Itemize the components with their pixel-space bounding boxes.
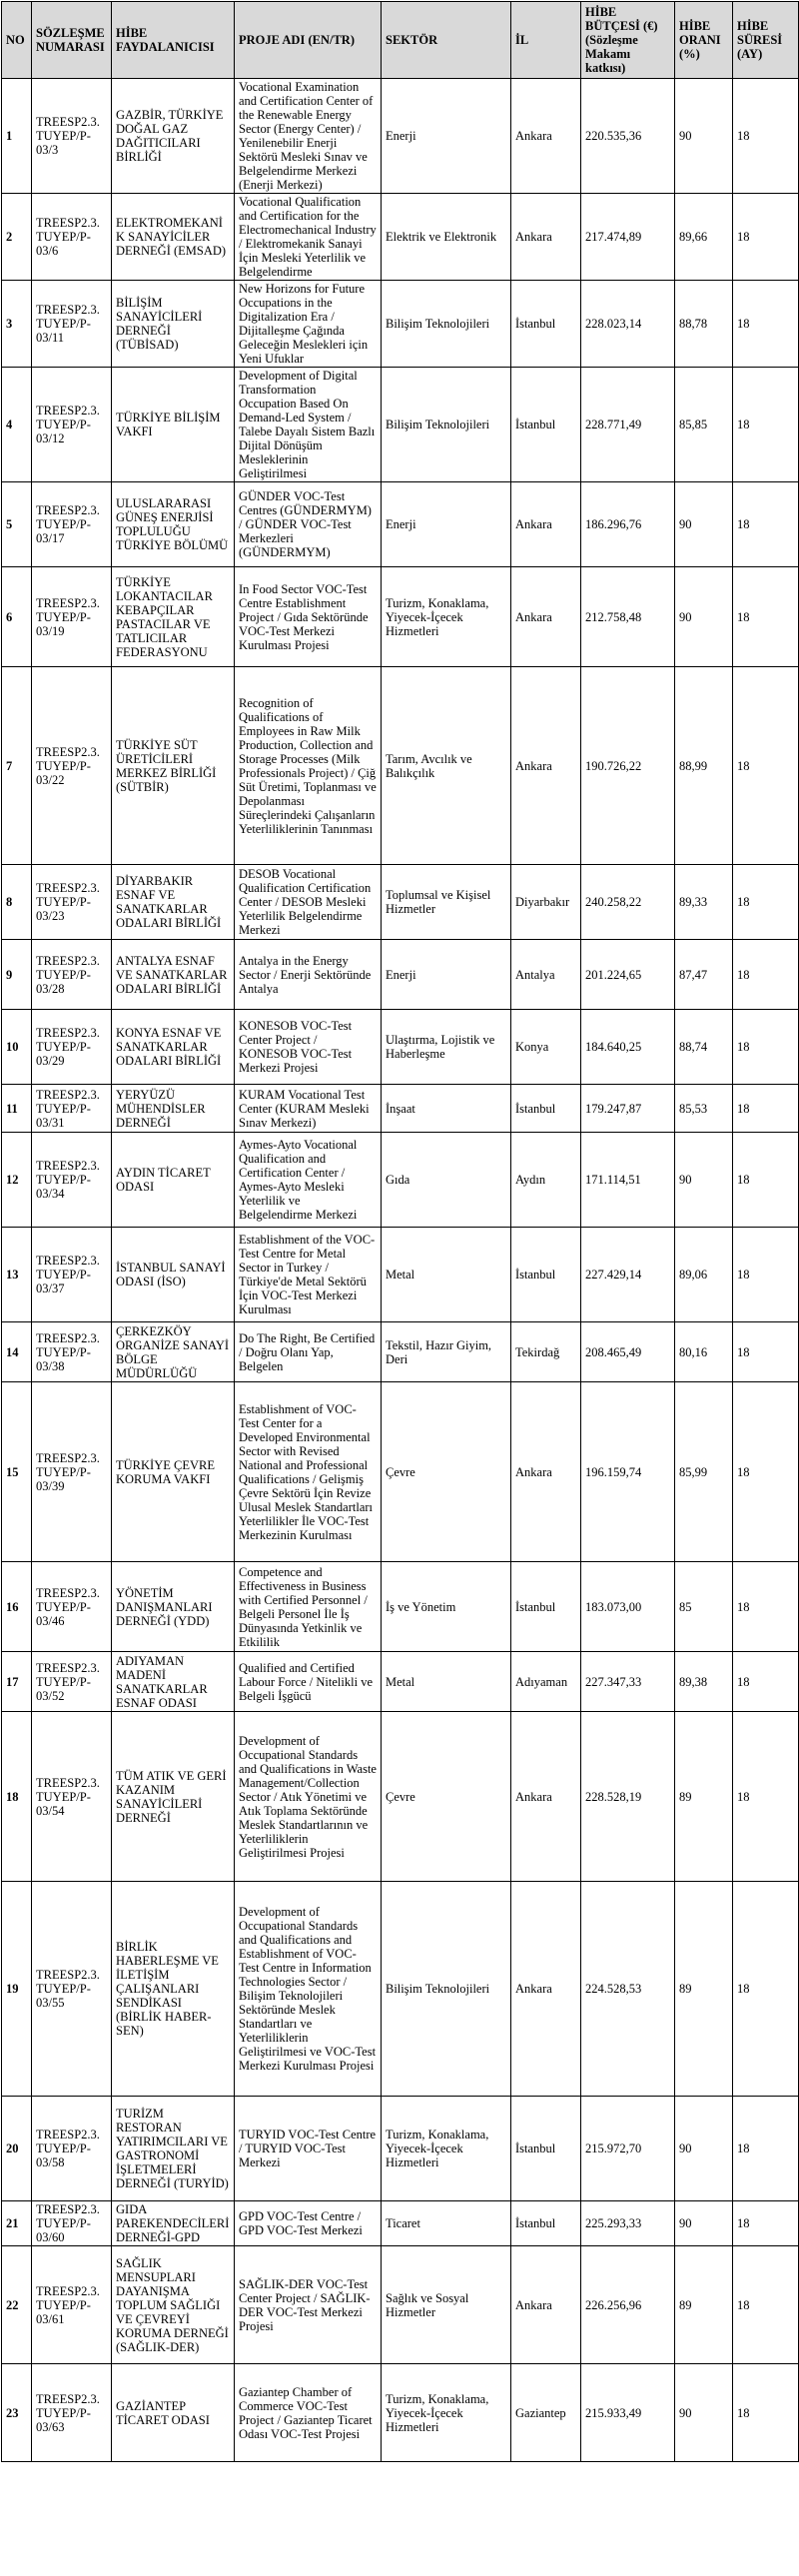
cell-grant-rate: 90 bbox=[675, 2097, 733, 2201]
cell-grant-duration: 18 bbox=[733, 281, 799, 368]
cell-grant-rate: 90 bbox=[675, 567, 733, 667]
cell-city: Ankara bbox=[511, 567, 581, 667]
cell-grant-rate: 89 bbox=[675, 1712, 733, 1882]
cell-sector: İnşaat bbox=[382, 1085, 511, 1133]
cell-city: Ankara bbox=[511, 482, 581, 567]
table-row bbox=[2, 2097, 799, 2201]
cell-beneficiary: TÜRKİYE SÜT ÜRETİCİLERİ MERKEZ BİRLİĞİ (SÜTBİR) bbox=[112, 667, 235, 865]
cell-no: 4 bbox=[2, 368, 32, 482]
table-row bbox=[2, 1322, 799, 1382]
cell-grant-budget: 184.640,25 bbox=[581, 1010, 675, 1085]
cell-grant-budget: 228.023,14 bbox=[581, 281, 675, 368]
cell-sector: Bilişim Teknolojileri bbox=[382, 1882, 511, 2097]
cell-grant-budget: 186.296,76 bbox=[581, 482, 675, 567]
cell-city: Ankara bbox=[511, 194, 581, 281]
cell-city: Ankara bbox=[511, 79, 581, 194]
cell-contract-number: TREESP2.3. TUYEP/P-03/61 bbox=[32, 2246, 112, 2364]
cell-project-name: Aymes-Ayto Vocational Qualification and Certification Center / Aymes-Ayto Mesleki Yeterlilik ve Belgelendirme Merkezi bbox=[235, 1133, 382, 1228]
cell-beneficiary: YÖNETİM DANIŞMANLARI DERNEĞİ (YDD) bbox=[112, 1562, 235, 1652]
cell-city: Ankara bbox=[511, 1882, 581, 2097]
cell-grant-budget: 217.474,89 bbox=[581, 194, 675, 281]
cell-beneficiary: TURİZM RESTORAN YATIRIMCILARI VE GASTRONOMİ İŞLETMELERİ DERNEĞİ (TURYİD) bbox=[112, 2097, 235, 2201]
cell-grant-budget: 215.933,49 bbox=[581, 2364, 675, 2462]
cell-no: 17 bbox=[2, 1652, 32, 1712]
cell-beneficiary: GIDA PAREKENDECİLERİ DERNEĞİ-GPD bbox=[112, 2201, 235, 2246]
table-row bbox=[2, 79, 799, 194]
cell-grant-rate: 89,06 bbox=[675, 1228, 733, 1322]
cell-no: 15 bbox=[2, 1382, 32, 1562]
cell-project-name: New Horizons for Future Occupations in the Digitalization Era / Dijitalleşme Çağında Geleceğin Meslekleri için Yeni Ufuklar bbox=[235, 281, 382, 368]
cell-contract-number: TREESP2.3. TUYEP/P-03/60 bbox=[32, 2201, 112, 2246]
cell-no: 14 bbox=[2, 1322, 32, 1382]
cell-sector: Metal bbox=[382, 1228, 511, 1322]
cell-grant-duration: 18 bbox=[733, 1322, 799, 1382]
cell-grant-budget: 190.726,22 bbox=[581, 667, 675, 865]
cell-grant-duration: 18 bbox=[733, 567, 799, 667]
cell-sector: Çevre bbox=[382, 1382, 511, 1562]
cell-project-name: DESOB Vocational Qualification Certification Center / DESOB Mesleki Yeterlilik Belgelendirme Merkezi bbox=[235, 865, 382, 940]
cell-grant-duration: 18 bbox=[733, 368, 799, 482]
cell-city: Ankara bbox=[511, 667, 581, 865]
cell-city: İstanbul bbox=[511, 2097, 581, 2201]
cell-sector: Turizm, Konaklama, Yiyecek-İçecek Hizmetleri bbox=[382, 2097, 511, 2201]
cell-contract-number: TREESP2.3. TUYEP/P-03/19 bbox=[32, 567, 112, 667]
table-row bbox=[2, 2201, 799, 2246]
cell-grant-rate: 89,33 bbox=[675, 865, 733, 940]
cell-grant-rate: 85,53 bbox=[675, 1085, 733, 1133]
cell-city: Ankara bbox=[511, 1382, 581, 1562]
cell-grant-rate: 90 bbox=[675, 482, 733, 567]
cell-sector: Ulaştırma, Lojistik ve Haberleşme bbox=[382, 1010, 511, 1085]
cell-project-name: GÜNDER VOC-Test Centres (GÜNDERMYM) / GÜNDER VOC-Test Merkezleri (GÜNDERMYM) bbox=[235, 482, 382, 567]
cell-project-name: Establishment of VOC-Test Center for a Developed Environmental Sector with Revised National and Professional Qualifications / Gelişmiş Çevre Sektörü İçin Revize Ulusal Meslek Standartları Yeterlilikler İle VOC-Test Merkezinin Kurulması bbox=[235, 1382, 382, 1562]
cell-no: 7 bbox=[2, 667, 32, 865]
cell-grant-rate: 90 bbox=[675, 1133, 733, 1228]
cell-grant-rate: 85,85 bbox=[675, 368, 733, 482]
cell-grant-budget: 215.972,70 bbox=[581, 2097, 675, 2201]
cell-grant-rate: 89 bbox=[675, 2246, 733, 2364]
header-no: NO bbox=[2, 2, 32, 79]
cell-grant-budget: 196.159,74 bbox=[581, 1382, 675, 1562]
cell-grant-duration: 18 bbox=[733, 1133, 799, 1228]
cell-grant-duration: 18 bbox=[733, 865, 799, 940]
cell-sector: Turizm, Konaklama, Yiyecek-İçecek Hizmetleri bbox=[382, 2364, 511, 2462]
cell-grant-rate: 88,74 bbox=[675, 1010, 733, 1085]
cell-beneficiary: BİLİŞİM SANAYİCİLERİ DERNEĞİ (TÜBİSAD) bbox=[112, 281, 235, 368]
cell-no: 6 bbox=[2, 567, 32, 667]
cell-grant-duration: 18 bbox=[733, 940, 799, 1010]
table-row bbox=[2, 567, 799, 667]
cell-grant-budget: 179.247,87 bbox=[581, 1085, 675, 1133]
cell-contract-number: TREESP2.3. TUYEP/P-03/6 bbox=[32, 194, 112, 281]
cell-no: 9 bbox=[2, 940, 32, 1010]
cell-city: Adıyaman bbox=[511, 1652, 581, 1712]
table-row bbox=[2, 368, 799, 482]
cell-beneficiary: TÜRKİYE BİLİŞİM VAKFI bbox=[112, 368, 235, 482]
header-grant-duration: HİBE SÜRESİ (AY) bbox=[733, 2, 799, 79]
cell-grant-duration: 18 bbox=[733, 79, 799, 194]
cell-project-name: TURYID VOC-Test Centre / TURYID VOC-Test Merkezi bbox=[235, 2097, 382, 2201]
cell-contract-number: TREESP2.3. TUYEP/P-03/38 bbox=[32, 1322, 112, 1382]
cell-beneficiary: TÜM ATIK VE GERİ KAZANIM SANAYİCİLERİ DERNEĞİ bbox=[112, 1712, 235, 1882]
cell-grant-rate: 85,99 bbox=[675, 1382, 733, 1562]
cell-contract-number: TREESP2.3. TUYEP/P-03/3 bbox=[32, 79, 112, 194]
cell-no: 1 bbox=[2, 79, 32, 194]
header-beneficiary: HİBE FAYDALANICISI bbox=[112, 2, 235, 79]
table-row bbox=[2, 1010, 799, 1085]
cell-contract-number: TREESP2.3. TUYEP/P-03/52 bbox=[32, 1652, 112, 1712]
cell-sector: Tekstil, Hazır Giyim, Deri bbox=[382, 1322, 511, 1382]
cell-sector: Enerji bbox=[382, 482, 511, 567]
grant-table bbox=[1, 1, 799, 2462]
cell-project-name: Competence and Effectiveness in Business with Certified Personnel / Belgeli Personel İle İş Dünyasında Yetkinlik ve Etkililik bbox=[235, 1562, 382, 1652]
cell-sector: Elektrik ve Elektronik bbox=[382, 194, 511, 281]
cell-contract-number: TREESP2.3. TUYEP/P-03/39 bbox=[32, 1382, 112, 1562]
cell-grant-budget: 226.256,96 bbox=[581, 2246, 675, 2364]
cell-contract-number: TREESP2.3. TUYEP/P-03/55 bbox=[32, 1882, 112, 2097]
header-sector: SEKTÖR bbox=[382, 2, 511, 79]
cell-grant-duration: 18 bbox=[733, 667, 799, 865]
cell-project-name: GPD VOC-Test Centre / GPD VOC-Test Merkezi bbox=[235, 2201, 382, 2246]
cell-grant-rate: 89,38 bbox=[675, 1652, 733, 1712]
cell-sector: Enerji bbox=[382, 79, 511, 194]
cell-no: 5 bbox=[2, 482, 32, 567]
cell-grant-rate: 80,16 bbox=[675, 1322, 733, 1382]
cell-city: Tekirdağ bbox=[511, 1322, 581, 1382]
header-project-name: PROJE ADI (EN/TR) bbox=[235, 2, 382, 79]
table-row bbox=[2, 1882, 799, 2097]
cell-no: 11 bbox=[2, 1085, 32, 1133]
cell-project-name: In Food Sector VOC-Test Centre Establishment Project / Gıda Sektöründe VOC-Test Merkezi Kurulması Projesi bbox=[235, 567, 382, 667]
cell-project-name: Recognition of Qualifications of Employees in Raw Milk Production, Collection and Storage Processes (Milk Professionals Project) / Çiğ Süt Üretimi, Toplanması ve Depolanması Süreçlerindeki Çalışanların Yeterliliklerinin Tanınması bbox=[235, 667, 382, 865]
cell-sector: Çevre bbox=[382, 1712, 511, 1882]
cell-no: 13 bbox=[2, 1228, 32, 1322]
cell-city: Aydın bbox=[511, 1133, 581, 1228]
header-grant-rate: HİBE ORANI (%) bbox=[675, 2, 733, 79]
cell-beneficiary: AYDIN TİCARET ODASI bbox=[112, 1133, 235, 1228]
cell-beneficiary: ADIYAMAN MADENİ SANATKARLAR ESNAF ODASI bbox=[112, 1652, 235, 1712]
cell-beneficiary: YERYÜZÜ MÜHENDİSLER DERNEĞİ bbox=[112, 1085, 235, 1133]
header-contract-number: SÖZLEŞME NUMARASI bbox=[32, 2, 112, 79]
cell-city: Diyarbakır bbox=[511, 865, 581, 940]
table-body bbox=[2, 79, 799, 2462]
cell-grant-rate: 90 bbox=[675, 79, 733, 194]
cell-city: İstanbul bbox=[511, 1562, 581, 1652]
cell-grant-duration: 18 bbox=[733, 2364, 799, 2462]
cell-grant-duration: 18 bbox=[733, 2097, 799, 2201]
cell-grant-budget: 208.465,49 bbox=[581, 1322, 675, 1382]
cell-grant-duration: 18 bbox=[733, 1562, 799, 1652]
cell-no: 3 bbox=[2, 281, 32, 368]
cell-grant-duration: 18 bbox=[733, 2246, 799, 2364]
cell-project-name: Development of Occupational Standards and Qualifications and Establishment of VOC-Test Centre in Information Technologies Sector / Bilişim Teknolojileri Sektöründe Meslek Standartları ve Yeterliliklerin Geliştirilmesi ve VOC-Test Merkezi Kurulması Projesi bbox=[235, 1882, 382, 2097]
cell-no: 16 bbox=[2, 1562, 32, 1652]
cell-city: Antalya bbox=[511, 940, 581, 1010]
cell-project-name: KONESOB VOC-Test Center Project / KONESOB VOC-Test Merkezi Projesi bbox=[235, 1010, 382, 1085]
cell-grant-budget: 227.429,14 bbox=[581, 1228, 675, 1322]
cell-no: 10 bbox=[2, 1010, 32, 1085]
cell-beneficiary: BİRLİK HABERLEŞME VE İLETİŞİM ÇALIŞANLARI SENDİKASI (BİRLİK HABER-SEN) bbox=[112, 1882, 235, 2097]
table-row bbox=[2, 194, 799, 281]
cell-grant-rate: 89,66 bbox=[675, 194, 733, 281]
cell-grant-rate: 87,47 bbox=[675, 940, 733, 1010]
cell-beneficiary: ANTALYA ESNAF VE SANATKARLAR ODALARI BİRLİĞİ bbox=[112, 940, 235, 1010]
cell-project-name: Gaziantep Chamber of Commerce VOC-Test Project / Gaziantep Ticaret Odası VOC-Test Projesi bbox=[235, 2364, 382, 2462]
cell-project-name: Development of Digital Transformation Occupation Based On Demand-Led System / Talebe Dayalı Sistem Bazlı Dijital Dönüşüm Mesleklerinin Geliştirilmesi bbox=[235, 368, 382, 482]
cell-beneficiary: ULUSLARARASI GÜNEŞ ENERJİSİ TOPLULUĞU TÜRKİYE BÖLÜMÜ bbox=[112, 482, 235, 567]
cell-contract-number: TREESP2.3. TUYEP/P-03/12 bbox=[32, 368, 112, 482]
cell-sector: Toplumsal ve Kişisel Hizmetler bbox=[382, 865, 511, 940]
cell-beneficiary: GAZBİR, TÜRKİYE DOĞAL GAZ DAĞITICILARI BİRLİĞİ bbox=[112, 79, 235, 194]
cell-project-name: Vocational Qualification and Certification for the Electromechanical Industry / Elektromekanik Sanayi İçin Mesleki Yeterlilik ve Belgelendirme bbox=[235, 194, 382, 281]
cell-contract-number: TREESP2.3. TUYEP/P-03/28 bbox=[32, 940, 112, 1010]
cell-grant-duration: 18 bbox=[733, 1085, 799, 1133]
cell-no: 18 bbox=[2, 1712, 32, 1882]
cell-sector: Bilişim Teknolojileri bbox=[382, 281, 511, 368]
cell-no: 21 bbox=[2, 2201, 32, 2246]
cell-sector: Turizm, Konaklama, Yiyecek-İçecek Hizmetleri bbox=[382, 567, 511, 667]
cell-project-name: KURAM Vocational Test Center (KURAM Mesleki Sınav Merkezi) bbox=[235, 1085, 382, 1133]
cell-sector: Bilişim Teknolojileri bbox=[382, 368, 511, 482]
cell-city: Konya bbox=[511, 1010, 581, 1085]
cell-city: Ankara bbox=[511, 2246, 581, 2364]
cell-city: İstanbul bbox=[511, 1228, 581, 1322]
cell-no: 20 bbox=[2, 2097, 32, 2201]
cell-project-name: Do The Right, Be Certified / Doğru Olanı Yap, Belgelen bbox=[235, 1322, 382, 1382]
cell-contract-number: TREESP2.3. TUYEP/P-03/31 bbox=[32, 1085, 112, 1133]
cell-beneficiary: ÇERKEZKÖY ORGANİZE SANAYİ BÖLGE MÜDÜRLÜĞÜ bbox=[112, 1322, 235, 1382]
cell-contract-number: TREESP2.3. TUYEP/P-03/17 bbox=[32, 482, 112, 567]
header-row bbox=[2, 2, 799, 79]
cell-beneficiary: İSTANBUL SANAYİ ODASI (İSO) bbox=[112, 1228, 235, 1322]
cell-sector: Sağlık ve Sosyal Hizmetler bbox=[382, 2246, 511, 2364]
cell-grant-budget: 225.293,33 bbox=[581, 2201, 675, 2246]
cell-contract-number: TREESP2.3. TUYEP/P-03/23 bbox=[32, 865, 112, 940]
cell-contract-number: TREESP2.3. TUYEP/P-03/37 bbox=[32, 1228, 112, 1322]
cell-grant-rate: 90 bbox=[675, 2201, 733, 2246]
cell-city: İstanbul bbox=[511, 2201, 581, 2246]
cell-grant-rate: 85 bbox=[675, 1562, 733, 1652]
cell-no: 12 bbox=[2, 1133, 32, 1228]
cell-grant-budget: 183.073,00 bbox=[581, 1562, 675, 1652]
cell-beneficiary: DİYARBAKIR ESNAF VE SANATKARLAR ODALARI BİRLİĞİ bbox=[112, 865, 235, 940]
cell-grant-budget: 201.224,65 bbox=[581, 940, 675, 1010]
cell-beneficiary: SAĞLIK MENSUPLARI DAYANIŞMA TOPLUM SAĞLIĞI VE ÇEVREYİ KORUMA DERNEĞİ (SAĞLIK-DER) bbox=[112, 2246, 235, 2364]
cell-grant-duration: 18 bbox=[733, 1882, 799, 2097]
table-row bbox=[2, 1562, 799, 1652]
cell-city: İstanbul bbox=[511, 368, 581, 482]
cell-grant-rate: 88,78 bbox=[675, 281, 733, 368]
cell-grant-budget: 224.528,53 bbox=[581, 1882, 675, 2097]
cell-grant-duration: 18 bbox=[733, 1382, 799, 1562]
cell-sector: Gıda bbox=[382, 1133, 511, 1228]
cell-no: 22 bbox=[2, 2246, 32, 2364]
cell-grant-budget: 171.114,51 bbox=[581, 1133, 675, 1228]
cell-beneficiary: ELEKTROMEKANİK SANAYİCİLER DERNEĞİ (EMSAD) bbox=[112, 194, 235, 281]
cell-beneficiary: TÜRKİYE LOKANTACILAR KEBAPÇILAR PASTACILAR VE TATLICILAR FEDERASYONU bbox=[112, 567, 235, 667]
cell-grant-duration: 18 bbox=[733, 1010, 799, 1085]
cell-contract-number: TREESP2.3. TUYEP/P-03/11 bbox=[32, 281, 112, 368]
cell-grant-budget: 220.535,36 bbox=[581, 79, 675, 194]
cell-grant-budget: 228.528,19 bbox=[581, 1712, 675, 1882]
cell-grant-rate: 89 bbox=[675, 1882, 733, 2097]
cell-city: İstanbul bbox=[511, 1085, 581, 1133]
cell-project-name: Vocational Examination and Certification Center of the Renewable Energy Sector (Energy Center) / Yenilenebilir Enerji Sektörü Mesleki Sınav ve Belgelendirme Merkezi (Enerji Merkezi) bbox=[235, 79, 382, 194]
cell-contract-number: TREESP2.3. TUYEP/P-03/58 bbox=[32, 2097, 112, 2201]
table-row bbox=[2, 482, 799, 567]
table-row bbox=[2, 2246, 799, 2364]
cell-contract-number: TREESP2.3. TUYEP/P-03/54 bbox=[32, 1712, 112, 1882]
cell-grant-duration: 18 bbox=[733, 482, 799, 567]
cell-project-name: Antalya in the Energy Sector / Enerji Sektöründe Antalya bbox=[235, 940, 382, 1010]
cell-sector: Ticaret bbox=[382, 2201, 511, 2246]
cell-no: 23 bbox=[2, 2364, 32, 2462]
table-row bbox=[2, 667, 799, 865]
cell-contract-number: TREESP2.3. TUYEP/P-03/22 bbox=[32, 667, 112, 865]
cell-sector: Enerji bbox=[382, 940, 511, 1010]
cell-contract-number: TREESP2.3. TUYEP/P-03/29 bbox=[32, 1010, 112, 1085]
cell-contract-number: TREESP2.3. TUYEP/P-03/63 bbox=[32, 2364, 112, 2462]
cell-grant-duration: 18 bbox=[733, 2201, 799, 2246]
cell-sector: Tarım, Avcılık ve Balıkçılık bbox=[382, 667, 511, 865]
cell-grant-budget: 212.758,48 bbox=[581, 567, 675, 667]
table-row bbox=[2, 940, 799, 1010]
table-row bbox=[2, 1085, 799, 1133]
cell-beneficiary: KONYA ESNAF VE SANATKARLAR ODALARI BİRLİĞİ bbox=[112, 1010, 235, 1085]
cell-grant-duration: 18 bbox=[733, 1712, 799, 1882]
cell-grant-duration: 18 bbox=[733, 1228, 799, 1322]
cell-no: 19 bbox=[2, 1882, 32, 2097]
table-row bbox=[2, 281, 799, 368]
cell-city: İstanbul bbox=[511, 281, 581, 368]
cell-grant-rate: 90 bbox=[675, 2364, 733, 2462]
cell-city: Ankara bbox=[511, 1712, 581, 1882]
cell-no: 2 bbox=[2, 194, 32, 281]
cell-city: Gaziantep bbox=[511, 2364, 581, 2462]
table-row bbox=[2, 2364, 799, 2462]
table-row bbox=[2, 865, 799, 940]
cell-no: 8 bbox=[2, 865, 32, 940]
cell-grant-duration: 18 bbox=[733, 1652, 799, 1712]
table-row bbox=[2, 1382, 799, 1562]
cell-beneficiary: TÜRKİYE ÇEVRE KORUMA VAKFI bbox=[112, 1382, 235, 1562]
cell-grant-budget: 228.771,49 bbox=[581, 368, 675, 482]
cell-project-name: Qualified and Certified Labour Force / Nitelikli ve Belgeli İşgücü bbox=[235, 1652, 382, 1712]
cell-contract-number: TREESP2.3. TUYEP/P-03/46 bbox=[32, 1562, 112, 1652]
header-city: İL bbox=[511, 2, 581, 79]
cell-project-name: Development of Occupational Standards and Qualifications in Waste Management/Collection Sector / Atık Yönetimi ve Atık Toplama Sektöründe Meslek Standartlarının ve Yeterliliklerin Geliştirilmesi Projesi bbox=[235, 1712, 382, 1882]
cell-project-name: SAĞLIK-DER VOC-Test Center Project / SAĞLIK-DER VOC-Test Merkezi Projesi bbox=[235, 2246, 382, 2364]
cell-project-name: Establishment of the VOC-Test Centre for Metal Sector in Turkey / Türkiye'de Metal Sektörü İçin VOC-Test Merkezi Kurulması bbox=[235, 1228, 382, 1322]
cell-sector: Metal bbox=[382, 1652, 511, 1712]
cell-grant-budget: 227.347,33 bbox=[581, 1652, 675, 1712]
cell-grant-duration: 18 bbox=[733, 194, 799, 281]
table-row bbox=[2, 1228, 799, 1322]
cell-contract-number: TREESP2.3. TUYEP/P-03/34 bbox=[32, 1133, 112, 1228]
cell-grant-budget: 240.258,22 bbox=[581, 865, 675, 940]
table-row bbox=[2, 1712, 799, 1882]
cell-beneficiary: GAZİANTEP TİCARET ODASI bbox=[112, 2364, 235, 2462]
cell-sector: İş ve Yönetim bbox=[382, 1562, 511, 1652]
cell-grant-rate: 88,99 bbox=[675, 667, 733, 865]
table-row bbox=[2, 1652, 799, 1712]
table-row bbox=[2, 1133, 799, 1228]
header-grant-budget: HİBE BÜTÇESİ (€) (Sözleşme Makamı katkısı) bbox=[581, 2, 675, 79]
